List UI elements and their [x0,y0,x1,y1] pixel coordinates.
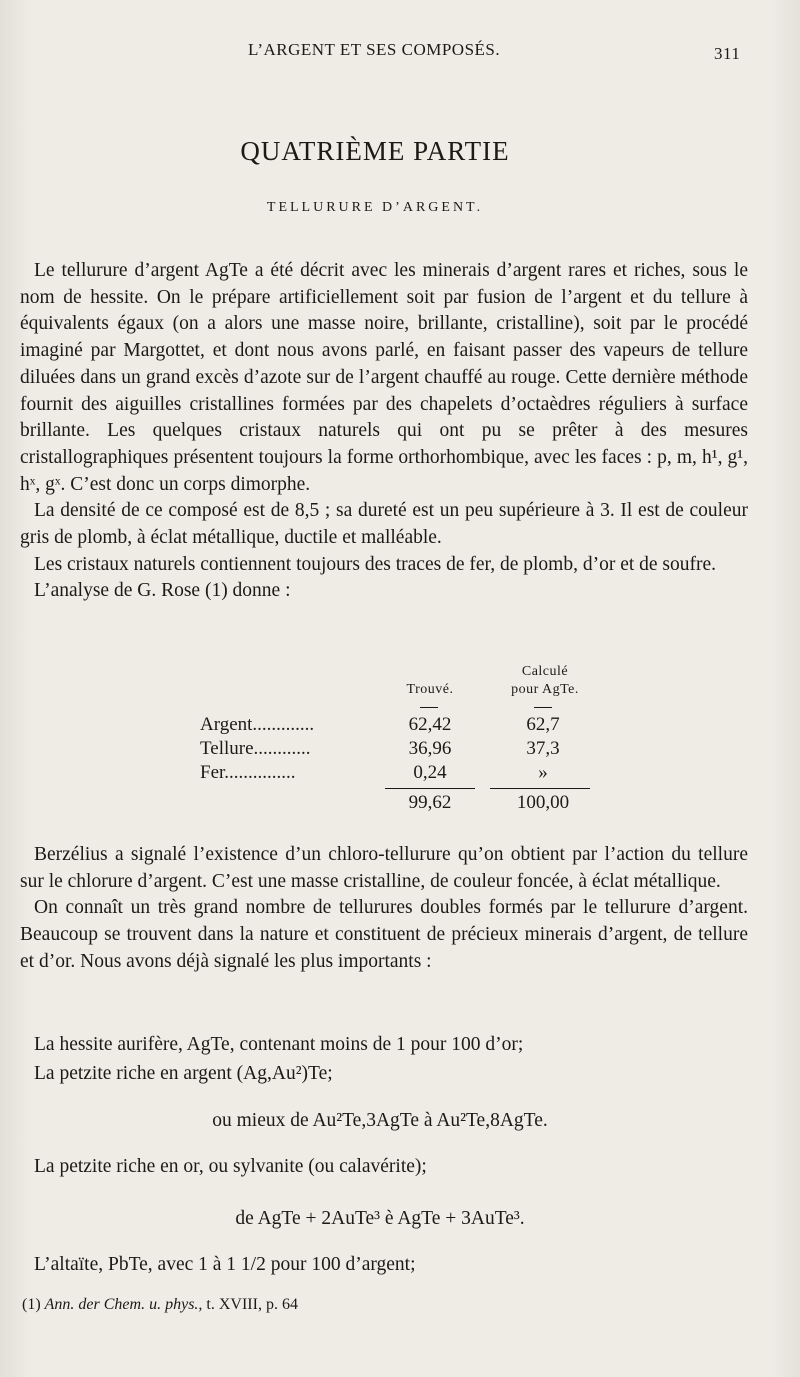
cell-calc-argent: 62,7 [526,714,560,735]
row-label-tellure: Tellure............ [200,738,311,759]
header-dash [420,707,438,708]
item-petzite: La petzite riche en argent (Ag,Au²)Te; [34,1063,333,1084]
sum-rule-found [385,788,475,789]
item-altaite: L’altaïte, PbTe, avec 1 à 1 1/2 pour 100 d’argent; [34,1254,416,1275]
paragraph-block-1 [20,258,748,605]
cell-found-tellure: 36,96 [408,738,452,759]
row-label-fer: Fer............... [200,762,296,783]
total-calc: 100,00 [516,792,570,813]
formula-petzite: ou mieux de Au²Te,3AgTe à Au²Te,8AgTe. [212,1110,548,1131]
section-title: TELLURURE D’ARGENT. [266,200,484,215]
col-header-found: Trouvé. [406,682,454,697]
footnote-ref: t. XVIII, p. 64 [206,1296,298,1313]
sum-rule-calc [490,788,590,789]
footnote-source: Ann. der Chem. u. phys., [44,1296,203,1313]
running-head [0,40,800,64]
part-title: QUATRIÈME PARTIE [240,136,510,166]
footnote [22,1296,298,1314]
cell-calc-tellure: 37,3 [526,738,560,759]
item-sylvanite: La petzite riche en or, ou sylvanite (ou calavérite); [34,1156,427,1177]
cell-calc-fer: » [538,762,548,783]
formula-sylvanite: de AgTe + 2AuTe³ è AgTe + 3AuTe³. [235,1208,525,1229]
col-header-calc-1: Calculé [521,664,569,679]
paragraph: Le tellurure d’argent AgTe a été décrit avec les minerais d’argent rares et riches, sous le nom de hessite. On le prépare artificiellement soit par fusion de l’argent et du tellure à équivalents égaux (on a alors une masse noire, brillante, cristalline), soit par le procédé imaginé par Margottet, et dont nous avons parlé, en faisant passer des vapeurs de tellure diluées dans un grand excès d’azote sur de l’argent chauffé au rouge. Cette dernière méthode fournit des aiguilles cristallines formées par des chapelets d’octaèdres réguliers à surface brillante. Les quelques cristaux naturels qui ont pu se prêter à des mesures cristallographiques présentent toujours la forme orthorhombique, avec les faces : p, m, h¹, g¹, hˣ, gˣ. C’est donc un corps dimorphe. [20,260,748,495]
footnote-marker: (1) [22,1296,41,1313]
paragraph-block-2 [20,842,748,976]
paragraph: La densité de ce composé est de 8,5 ; sa dureté est un peu supérieure à 3. Il est de couleur gris de plomb, à éclat métallique, ductile et malléable. [20,500,748,549]
paragraph: Berzélius a signalé l’existence d’un chloro-tellurure qu’on obtient par l’action du tellure sur le chlorure d’argent. C’est une masse cristalline, de couleur foncée, à éclat métallique. [20,844,748,892]
cell-found-argent: 62,42 [408,714,452,735]
analysis-table [200,664,600,824]
paragraph: On connaît un très grand nombre de tellurures doubles formés par le tellurure d’argent. Beaucoup se trouvent dans la nature et constituent de précieux minerais d’argent, de tellure et d’or. Nous avons déjà signalé les plus importants : [20,897,748,972]
row-label-argent: Argent............. [200,714,315,735]
paragraph: Les cristaux naturels contiennent toujours des traces de fer, de plomb, d’or et de soufre. [34,553,717,575]
running-title: L’ARGENT ET SES COMPOSÉS. [248,40,501,59]
col-header-calc-2: pour AgTe. [511,682,579,697]
header-dash [534,707,552,708]
total-found: 99,62 [408,792,452,813]
cell-found-fer: 0,24 [413,762,447,783]
paragraph: L’analyse de G. Rose (1) donne : [34,580,291,602]
page-number: 311 [714,44,741,63]
item-hessite: La hessite aurifère, AgTe, contenant moins de 1 pour 100 d’or; [34,1034,524,1055]
